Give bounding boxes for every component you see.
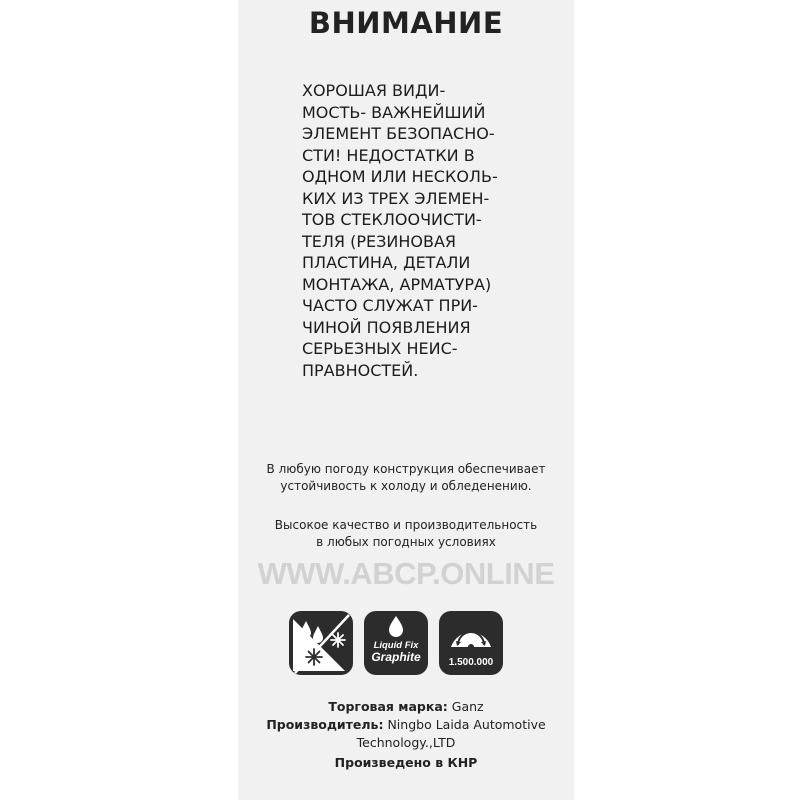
warning-line: ЭЛЕМЕНТ БЕЗОПАСНО- — [302, 124, 495, 143]
maker-value: Ningbo Laida Automotive — [387, 717, 546, 732]
para-line: Высокое качество и производительность — [274, 518, 538, 532]
cycles-label: 1.500.000 — [448, 657, 494, 668]
page-title: ВНИМАНИЕ — [308, 6, 504, 40]
warning-line: МОНТАЖА, АРМАТУРА) — [302, 274, 492, 294]
maker-label: Производитель: — [266, 717, 384, 732]
quality-text — [238, 517, 574, 551]
warning-line: КИХ ИЗ ТРЕХ ЭЛЕМЕН- — [302, 188, 490, 208]
warning-line: ПЛАСТИНА, ДЕТАЛИ — [302, 253, 471, 272]
warning-line: ТОВ СТЕКЛООЧИСТИ- — [302, 210, 482, 229]
liquid-fix-graphite-icon — [364, 611, 428, 675]
para-line: В любую погоду конструкция обеспечивает — [266, 462, 546, 476]
warning-line: ОДНОМ ИЛИ НЕСКОЛЬ- — [302, 167, 498, 186]
maker-value-2: Technology.,LTD — [356, 735, 456, 750]
brand-line — [238, 698, 574, 716]
rain-snow-icon — [289, 611, 353, 675]
origin-line: Произведено в КНР — [334, 755, 478, 770]
maker-line — [238, 716, 574, 752]
graphite-line2: Graphite — [371, 650, 421, 664]
watermark: WWW.ABCP.ONLINE — [257, 556, 555, 591]
wiper-cycles-icon — [439, 611, 503, 675]
graphite-line1: Liquid Fix — [373, 640, 419, 651]
brand-label: Торговая марка: — [328, 699, 448, 714]
warning-line: ПРАВНОСТЕЙ. — [302, 360, 419, 380]
warning-line: ТЕЛЯ (РЕЗИНОВАЯ — [302, 231, 457, 251]
warning-text — [302, 80, 552, 381]
warning-line: СЕРЬЕЗНЫХ НЕИС- — [302, 339, 458, 358]
para-line: устойчивость к холоду и обледенению. — [280, 479, 532, 493]
brand-value: Ganz — [451, 699, 484, 714]
warning-line: ХОРОШАЯ ВИДИ- — [302, 81, 446, 100]
warning-line: СТИ! НЕДОСТАТКИ В — [302, 145, 475, 165]
warning-line: ЧАСТО СЛУЖАТ ПРИ- — [302, 296, 478, 315]
warning-line: ЧИНОЙ ПОЯВЛЕНИЯ — [302, 317, 471, 337]
warning-line: МОСТЬ- ВАЖНЕЙШИЙ — [302, 102, 486, 122]
cold-resistance-text — [238, 461, 574, 495]
para-line: в любых погодных условиях — [316, 535, 496, 549]
